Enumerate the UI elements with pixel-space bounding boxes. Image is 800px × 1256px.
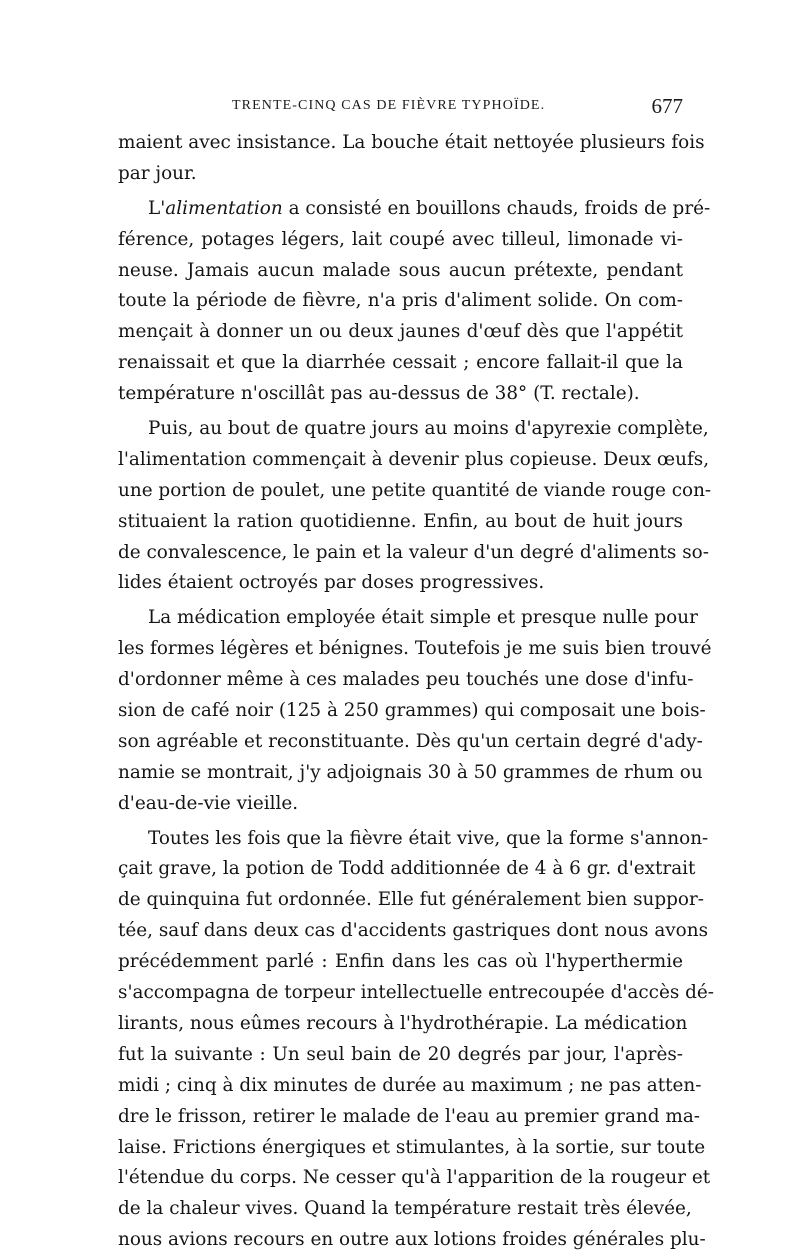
text-line: de convalescence, le pain et la valeur d'un degré d'aliments so- [118,541,709,563]
page-number: 677 [651,94,683,118]
running-head [118,96,683,120]
italic-term: alimentation [165,197,283,219]
text-line: l'alimentation commençait à devenir plus copieuse. Deux œufs, [118,448,710,470]
text-line: Puis, au bout de quatre jours au moins d'apyrexie complète, [148,418,709,440]
lead-article: L' [148,197,166,219]
text-line: les formes légères et bénignes. Toutefois je me suis bien trouvé [118,638,712,660]
text-line: férence, potages légers, lait coupé avec tilleul, limonade vi- [118,228,683,250]
text-line: La médication employée était simple et presque nulle pour [148,607,698,629]
text-line: toute la période de fièvre, n'a pris d'aliment solide. On com- [118,290,683,312]
text-line: nous avions recours en outre aux lotions froides générales plu- [118,1229,706,1251]
lead-rest: a consisté en bouillons chauds, froids de pré- [282,197,711,219]
text-line: maient avec insistance. La bouche était nettoyée plusieurs fois [118,132,705,153]
running-title: TRENTE-CINQ CAS DE FIÈVRE TYPHOÏDE. [232,98,546,113]
text-line: renaissait et que la diarrhée cessait ; encore fallait-il que la [118,352,683,374]
text-line: lides étaient octroyés par doses progressives. [118,572,545,594]
text-line: çait grave, la potion de Todd additionnée de 4 à 6 gr. d'extrait [118,858,696,880]
body-text [118,128,715,1256]
text-line: d'ordonner même à ces malades peu touchés une dose d'infu- [118,669,694,691]
text-line: de quinquina fut ordonnée. Elle fut généralement bien suppor- [118,889,704,911]
text-line: Toutes les fois que la fièvre était vive, que la forme s'annon- [148,827,709,849]
text-line: stituaient la ration quotidienne. Enfin, au bout de huit jours [118,510,683,532]
text-line: mençait à donner un ou deux jaunes d'œuf dès que l'appétit [118,321,683,343]
text-line: neuse. Jamais aucun malade sous aucun prétexte, pendant [118,259,683,281]
text-line: tée, sauf dans deux cas d'accidents gastriques dont nous avons [118,920,709,942]
text-line: fut la suivante : Un seul bain de 20 degrés par jour, l'après- [118,1043,683,1065]
text-line: namie se montrait, j'y adjoignais 30 à 50 grammes de rhum ou [118,761,703,783]
text-line: midi ; cinq à dix minutes de durée au maximum ; ne pas atten- [118,1074,702,1096]
text-line: s'accompagna de torpeur intellectuelle entrecoupée d'accès dé- [118,982,715,1004]
text-line: précédemment parlé : Enfin dans les cas où l'hyperthermie [118,951,683,973]
text-line: lirants, nous eûmes recours à l'hydrothérapie. La médication [118,1012,688,1034]
text-line: son agréable et reconstituante. Dès qu'un certain degré d'ady- [118,730,703,752]
text-line: une portion de poulet, une petite quantité de viande rouge con- [118,479,712,501]
text-line: dre le frisson, retirer le malade de l'eau au premier grand ma- [118,1105,701,1127]
text-line: d'eau-de-vie vieille. [118,792,299,814]
text-line: par jour. [118,162,197,184]
text-line: de la chaleur vives. Quand la température restait très élevée, [118,1198,692,1220]
text-line: laise. Frictions énergiques et stimulantes, à la sortie, sur toute [118,1136,706,1158]
text-line: température n'oscillât pas au-dessus de 38° (T. rectale). [118,383,640,405]
text-line [118,194,711,225]
text-line: sion de café noir (125 à 250 grammes) qui composait une bois- [118,700,706,722]
text-line: l'étendue du corps. Ne cesser qu'à l'apparition de la rougeur et [118,1167,711,1189]
